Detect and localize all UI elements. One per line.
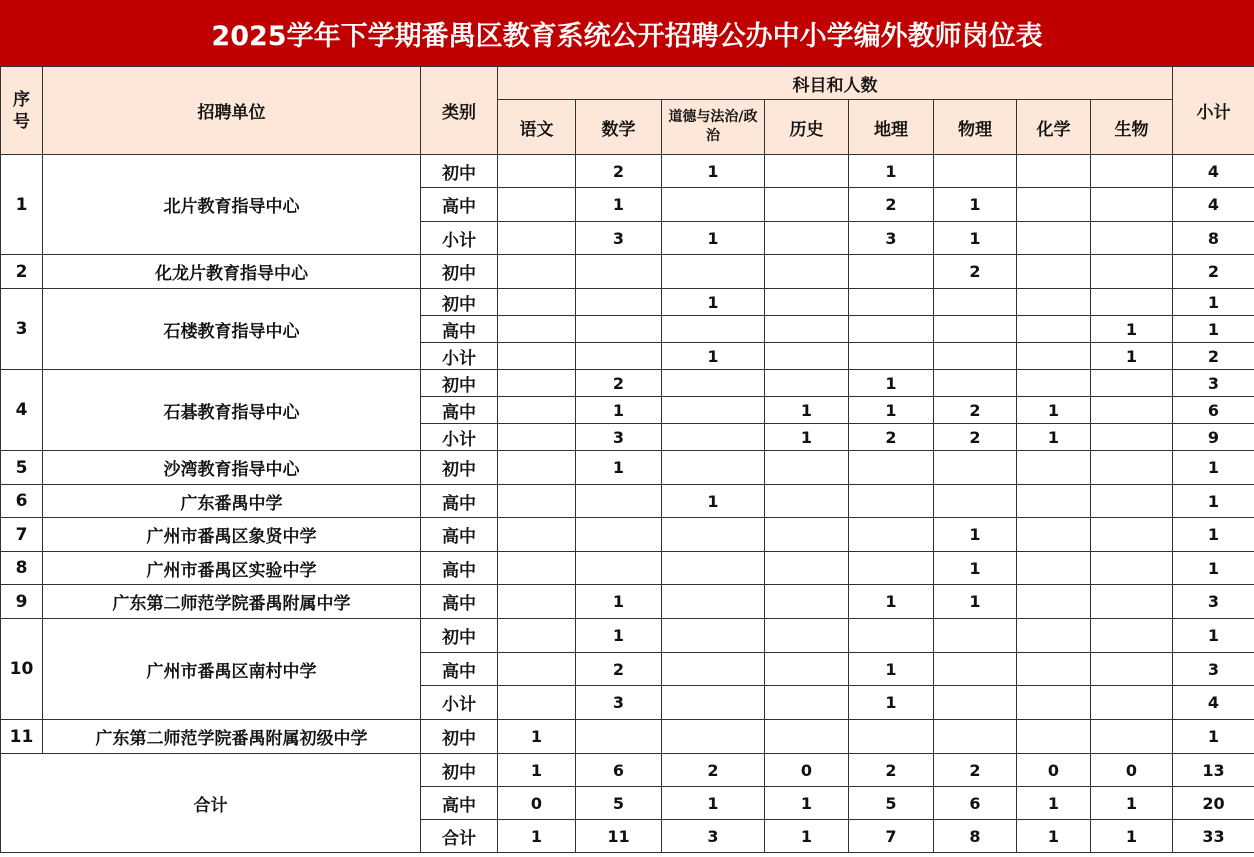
- subject-count-cell: [765, 619, 849, 653]
- subject-count-cell: [498, 485, 576, 518]
- row-seq: 10: [1, 619, 43, 720]
- header-subject-chemistry: 化学: [1017, 100, 1091, 155]
- row-category: 小计: [421, 424, 498, 451]
- row-subtotal: 1: [1173, 619, 1254, 653]
- table-header: [1, 67, 1254, 155]
- table-row: [1, 485, 1254, 518]
- header-subjects-group: 科目和人数: [498, 67, 1173, 100]
- row-seq: 9: [1, 585, 43, 619]
- subject-count-cell: [765, 720, 849, 754]
- row-category: 初中: [421, 289, 498, 316]
- subject-count-cell: [849, 451, 934, 485]
- subject-count-cell: [662, 255, 765, 289]
- grand-total-count-cell: 1: [498, 820, 576, 853]
- subject-count-cell: 2: [576, 653, 662, 686]
- subject-count-cell: [765, 255, 849, 289]
- subject-count-cell: [1017, 155, 1091, 188]
- subject-count-cell: [765, 485, 849, 518]
- subject-count-cell: [498, 619, 576, 653]
- subject-count-cell: [1091, 686, 1173, 720]
- subject-count-cell: [934, 653, 1017, 686]
- subject-count-cell: [1017, 686, 1091, 720]
- grand-total-count-cell: 0: [1091, 754, 1173, 787]
- grand-total-count-cell: 11: [576, 820, 662, 853]
- grand-total-count-cell: 2: [934, 754, 1017, 787]
- subject-count-cell: [662, 424, 765, 451]
- subject-count-cell: [1091, 155, 1173, 188]
- grand-total-subtotal: 20: [1173, 787, 1254, 820]
- grand-total-count-cell: 5: [576, 787, 662, 820]
- subject-count-cell: 1: [1091, 343, 1173, 370]
- subject-count-cell: [576, 518, 662, 552]
- grand-total-count-cell: 1: [1091, 820, 1173, 853]
- subject-count-cell: [1017, 188, 1091, 222]
- subject-count-cell: [498, 155, 576, 188]
- subject-count-cell: [662, 397, 765, 424]
- table-row: [1, 451, 1254, 485]
- subject-count-cell: 1: [849, 585, 934, 619]
- row-subtotal: 4: [1173, 155, 1254, 188]
- subject-count-cell: 2: [576, 370, 662, 397]
- row-subtotal: 9: [1173, 424, 1254, 451]
- table-row: [1, 289, 1254, 316]
- subject-count-cell: [765, 289, 849, 316]
- grand-total-count-cell: 1: [662, 787, 765, 820]
- row-unit: 石楼教育指导中心: [43, 289, 421, 370]
- subject-count-cell: [498, 343, 576, 370]
- subject-count-cell: 3: [849, 222, 934, 255]
- grand-total-count-cell: 5: [849, 787, 934, 820]
- subject-count-cell: [765, 451, 849, 485]
- subject-count-cell: [849, 316, 934, 343]
- row-unit: 石碁教育指导中心: [43, 370, 421, 451]
- subject-count-cell: [498, 686, 576, 720]
- grand-total-count-cell: 2: [662, 754, 765, 787]
- row-subtotal: 2: [1173, 343, 1254, 370]
- subject-count-cell: 1: [576, 619, 662, 653]
- subject-count-cell: [498, 518, 576, 552]
- row-category: 小计: [421, 343, 498, 370]
- grand-total-count-cell: 3: [662, 820, 765, 853]
- subject-count-cell: 1: [1017, 397, 1091, 424]
- subject-count-cell: [1091, 451, 1173, 485]
- row-seq: 8: [1, 552, 43, 585]
- subject-count-cell: [934, 289, 1017, 316]
- subject-count-cell: 1: [1017, 424, 1091, 451]
- subject-count-cell: 3: [576, 424, 662, 451]
- subject-count-cell: 2: [934, 424, 1017, 451]
- subject-count-cell: [662, 370, 765, 397]
- header-subject-history: 历史: [765, 100, 849, 155]
- subject-count-cell: [1091, 222, 1173, 255]
- subject-count-cell: [498, 653, 576, 686]
- subject-count-cell: [576, 255, 662, 289]
- row-subtotal: 1: [1173, 720, 1254, 754]
- subject-count-cell: [1017, 720, 1091, 754]
- grand-total-count-cell: 1: [498, 754, 576, 787]
- row-seq: 6: [1, 485, 43, 518]
- subject-count-cell: [1091, 552, 1173, 585]
- subject-count-cell: [498, 552, 576, 585]
- row-seq: 5: [1, 451, 43, 485]
- row-subtotal: 1: [1173, 316, 1254, 343]
- row-subtotal: 4: [1173, 188, 1254, 222]
- row-category: 初中: [421, 720, 498, 754]
- table-row: [1, 155, 1254, 188]
- subject-count-cell: [662, 686, 765, 720]
- subject-count-cell: 1: [576, 397, 662, 424]
- subject-count-cell: 1: [765, 424, 849, 451]
- subject-count-cell: [1091, 255, 1173, 289]
- subject-count-cell: [849, 518, 934, 552]
- row-subtotal: 4: [1173, 686, 1254, 720]
- grand-total-count-cell: 1: [765, 820, 849, 853]
- row-category: 高中: [421, 188, 498, 222]
- grand-total-count-cell: 6: [576, 754, 662, 787]
- row-category: 高中: [421, 518, 498, 552]
- row-category: 初中: [421, 155, 498, 188]
- grand-total-count-cell: 6: [934, 787, 1017, 820]
- subject-count-cell: 1: [849, 155, 934, 188]
- subject-count-cell: [662, 188, 765, 222]
- row-subtotal: 3: [1173, 653, 1254, 686]
- row-category: 高中: [421, 585, 498, 619]
- subject-count-cell: 3: [576, 686, 662, 720]
- grand-total-subtotal: 33: [1173, 820, 1254, 853]
- subject-count-cell: [1017, 518, 1091, 552]
- subject-count-cell: [1017, 222, 1091, 255]
- subject-count-cell: [849, 485, 934, 518]
- subject-count-cell: [934, 485, 1017, 518]
- subject-count-cell: 1: [849, 397, 934, 424]
- subject-count-cell: [1017, 653, 1091, 686]
- grand-total-row: [1, 754, 1254, 787]
- subject-count-cell: 1: [576, 451, 662, 485]
- row-seq: 4: [1, 370, 43, 451]
- header-subject-morality-politics: 道德与法治/政治: [662, 100, 765, 155]
- row-category: 初中: [421, 619, 498, 653]
- subject-count-cell: [849, 255, 934, 289]
- row-category: 小计: [421, 686, 498, 720]
- subject-count-cell: [765, 370, 849, 397]
- grand-total-count-cell: 0: [765, 754, 849, 787]
- subject-count-cell: [576, 343, 662, 370]
- grand-total-category: 初中: [421, 754, 498, 787]
- subject-count-cell: [662, 316, 765, 343]
- table-row: [1, 255, 1254, 289]
- grand-total-count-cell: 1: [1017, 787, 1091, 820]
- grand-total-count-cell: 1: [1017, 820, 1091, 853]
- grand-total-category: 合计: [421, 820, 498, 853]
- subject-count-cell: [849, 720, 934, 754]
- subject-count-cell: [1017, 316, 1091, 343]
- table-row: [1, 370, 1254, 397]
- row-unit: 化龙片教育指导中心: [43, 255, 421, 289]
- row-subtotal: 3: [1173, 585, 1254, 619]
- subject-count-cell: 1: [934, 518, 1017, 552]
- subject-count-cell: [934, 619, 1017, 653]
- subject-count-cell: [498, 255, 576, 289]
- row-subtotal: 1: [1173, 552, 1254, 585]
- row-unit: 广东第二师范学院番禺附属初级中学: [43, 720, 421, 754]
- subject-count-cell: [765, 518, 849, 552]
- row-category: 高中: [421, 397, 498, 424]
- subject-count-cell: [498, 585, 576, 619]
- subject-count-cell: [1091, 585, 1173, 619]
- subject-count-cell: 1: [1091, 316, 1173, 343]
- subject-count-cell: [576, 552, 662, 585]
- subject-count-cell: [1091, 397, 1173, 424]
- subject-count-cell: [1017, 451, 1091, 485]
- subject-count-cell: [765, 653, 849, 686]
- row-category: 小计: [421, 222, 498, 255]
- subject-count-cell: [662, 552, 765, 585]
- row-unit: 北片教育指导中心: [43, 155, 421, 255]
- table-row: [1, 720, 1254, 754]
- subject-count-cell: [765, 188, 849, 222]
- row-subtotal: 3: [1173, 370, 1254, 397]
- subject-count-cell: [1017, 619, 1091, 653]
- subject-count-cell: [1091, 188, 1173, 222]
- subject-count-cell: [576, 485, 662, 518]
- subject-count-cell: [662, 518, 765, 552]
- row-subtotal: 8: [1173, 222, 1254, 255]
- subject-count-cell: [1017, 485, 1091, 518]
- subject-count-cell: [662, 653, 765, 686]
- subject-count-cell: [576, 316, 662, 343]
- subject-count-cell: 2: [849, 424, 934, 451]
- subject-count-cell: 1: [576, 585, 662, 619]
- subject-count-cell: [498, 397, 576, 424]
- row-unit: 广州市番禺区实验中学: [43, 552, 421, 585]
- subject-count-cell: 1: [934, 552, 1017, 585]
- grand-total-count-cell: 8: [934, 820, 1017, 853]
- header-subject-chinese: 语文: [498, 100, 576, 155]
- header-unit: 招聘单位: [43, 67, 421, 155]
- row-unit: 广州市番禺区象贤中学: [43, 518, 421, 552]
- subject-count-cell: [1091, 424, 1173, 451]
- table-title: 2025学年下学期番禺区教育系统公开招聘公办中小学编外教师岗位表: [0, 0, 1254, 66]
- subject-count-cell: [498, 316, 576, 343]
- row-seq: 7: [1, 518, 43, 552]
- subject-count-cell: [662, 585, 765, 619]
- subject-count-cell: 1: [662, 222, 765, 255]
- subject-count-cell: [765, 552, 849, 585]
- grand-total-count-cell: 2: [849, 754, 934, 787]
- grand-total-count-cell: 0: [498, 787, 576, 820]
- subject-count-cell: 1: [662, 155, 765, 188]
- row-subtotal: 6: [1173, 397, 1254, 424]
- subject-count-cell: 2: [934, 397, 1017, 424]
- table-row: [1, 552, 1254, 585]
- subject-count-cell: [934, 451, 1017, 485]
- subject-count-cell: [765, 343, 849, 370]
- row-unit: 沙湾教育指导中心: [43, 451, 421, 485]
- subject-count-cell: 1: [934, 222, 1017, 255]
- row-seq: 2: [1, 255, 43, 289]
- row-subtotal: 1: [1173, 485, 1254, 518]
- subject-count-cell: [1091, 619, 1173, 653]
- subject-count-cell: [765, 316, 849, 343]
- subject-count-cell: 1: [934, 188, 1017, 222]
- row-seq: 1: [1, 155, 43, 255]
- row-unit: 广州市番禺区南村中学: [43, 619, 421, 720]
- subject-count-cell: 1: [849, 686, 934, 720]
- subject-count-cell: [1017, 552, 1091, 585]
- table-row: [1, 619, 1254, 653]
- grand-total-count-cell: 1: [1091, 787, 1173, 820]
- subject-count-cell: [1091, 653, 1173, 686]
- subject-count-cell: [1091, 289, 1173, 316]
- row-category: 初中: [421, 370, 498, 397]
- table-body: [1, 155, 1254, 853]
- row-category: 高中: [421, 552, 498, 585]
- subject-count-cell: 2: [576, 155, 662, 188]
- subject-count-cell: [1017, 370, 1091, 397]
- subject-count-cell: [1091, 485, 1173, 518]
- subject-count-cell: 1: [662, 289, 765, 316]
- subject-count-cell: [498, 289, 576, 316]
- subject-count-cell: [498, 451, 576, 485]
- header-subtotal: 小计: [1173, 67, 1254, 155]
- subject-count-cell: [849, 552, 934, 585]
- subject-count-cell: [1017, 289, 1091, 316]
- row-unit: 广东第二师范学院番禺附属中学: [43, 585, 421, 619]
- row-unit: 广东番禺中学: [43, 485, 421, 518]
- subject-count-cell: 3: [576, 222, 662, 255]
- subject-count-cell: 1: [662, 485, 765, 518]
- grand-total-count-cell: 7: [849, 820, 934, 853]
- subject-count-cell: [765, 222, 849, 255]
- table-row: [1, 585, 1254, 619]
- row-category: 高中: [421, 653, 498, 686]
- subject-count-cell: 1: [662, 343, 765, 370]
- header-subject-math: 数学: [576, 100, 662, 155]
- row-seq: 3: [1, 289, 43, 370]
- subject-count-cell: [498, 424, 576, 451]
- subject-count-cell: [498, 222, 576, 255]
- row-subtotal: 1: [1173, 289, 1254, 316]
- header-seq: 序号: [1, 67, 43, 155]
- subject-count-cell: 2: [934, 255, 1017, 289]
- subject-count-cell: [1017, 585, 1091, 619]
- row-subtotal: 1: [1173, 451, 1254, 485]
- subject-count-cell: [934, 370, 1017, 397]
- table-row: [1, 518, 1254, 552]
- subject-count-cell: [849, 343, 934, 370]
- row-category: 高中: [421, 485, 498, 518]
- subject-count-cell: [662, 451, 765, 485]
- subject-count-cell: [934, 155, 1017, 188]
- subject-count-cell: [934, 686, 1017, 720]
- subject-count-cell: [849, 619, 934, 653]
- header-subject-biology: 生物: [1091, 100, 1173, 155]
- subject-count-cell: [1091, 720, 1173, 754]
- grand-total-count-cell: 1: [765, 787, 849, 820]
- subject-count-cell: 1: [849, 653, 934, 686]
- subject-count-cell: 2: [849, 188, 934, 222]
- subject-count-cell: 1: [849, 370, 934, 397]
- subject-count-cell: [498, 370, 576, 397]
- subject-count-cell: [765, 585, 849, 619]
- subject-count-cell: 1: [934, 585, 1017, 619]
- row-subtotal: 1: [1173, 518, 1254, 552]
- subject-count-cell: 1: [576, 188, 662, 222]
- header-category: 类别: [421, 67, 498, 155]
- subject-count-cell: 1: [498, 720, 576, 754]
- subject-count-cell: [498, 188, 576, 222]
- row-category: 高中: [421, 316, 498, 343]
- header-subject-geography: 地理: [849, 100, 934, 155]
- subject-count-cell: [1017, 255, 1091, 289]
- subject-count-cell: [576, 289, 662, 316]
- grand-total-category: 高中: [421, 787, 498, 820]
- subject-count-cell: [576, 720, 662, 754]
- subject-count-cell: [849, 289, 934, 316]
- subject-count-cell: [934, 316, 1017, 343]
- recruitment-table: [0, 66, 1254, 853]
- subject-count-cell: [662, 720, 765, 754]
- subject-count-cell: [1017, 343, 1091, 370]
- grand-total-label: 合计: [1, 754, 421, 853]
- subject-count-cell: 1: [765, 397, 849, 424]
- row-category: 初中: [421, 451, 498, 485]
- subject-count-cell: [765, 686, 849, 720]
- header-subject-physics: 物理: [934, 100, 1017, 155]
- subject-count-cell: [1091, 370, 1173, 397]
- row-subtotal: 2: [1173, 255, 1254, 289]
- grand-total-count-cell: 0: [1017, 754, 1091, 787]
- subject-count-cell: [934, 343, 1017, 370]
- subject-count-cell: [934, 720, 1017, 754]
- subject-count-cell: [662, 619, 765, 653]
- row-seq: 11: [1, 720, 43, 754]
- subject-count-cell: [1091, 518, 1173, 552]
- subject-count-cell: [765, 155, 849, 188]
- grand-total-subtotal: 13: [1173, 754, 1254, 787]
- row-category: 初中: [421, 255, 498, 289]
